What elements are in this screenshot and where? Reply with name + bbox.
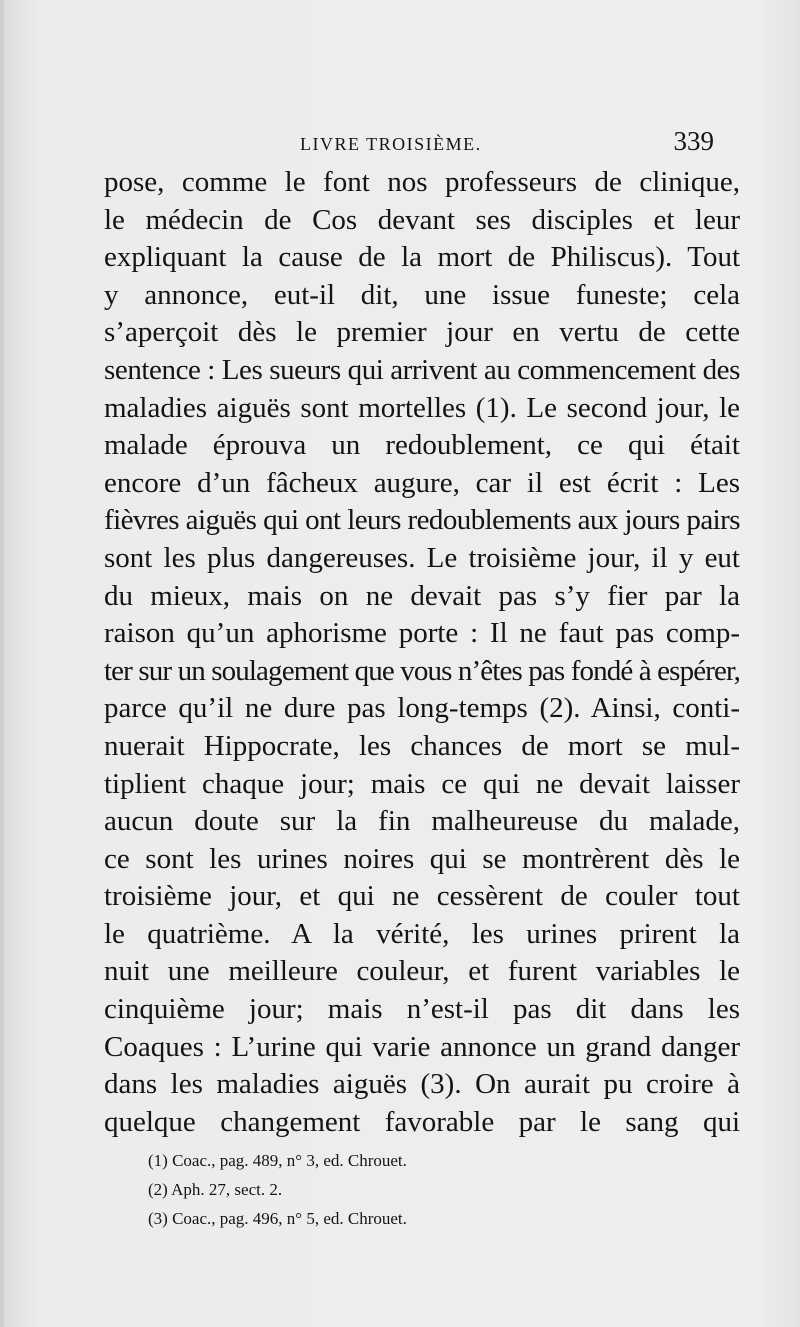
text-line: aucun doute sur la fin malheureuse du malade,: [104, 805, 740, 838]
page-header: [108, 126, 714, 160]
text-line: maladies aiguës sont mortelles (1). Le second jour, le: [104, 391, 740, 424]
running-head: LIVRE TROISIÈME.: [300, 134, 482, 154]
text-line: troisième jour, et qui ne cessèrent de couler tout: [104, 880, 740, 913]
body-text: [104, 164, 740, 1141]
text-line: malade éprouva un redoublement, ce qui était: [104, 429, 740, 462]
text-line: pose, comme le font nos professeurs de clinique,: [104, 166, 740, 198]
text-line: expliquant la cause de la mort de Philiscus). Tout: [104, 241, 740, 274]
text-line: nuerait Hippocrate, les chances de mort se mul-: [104, 729, 740, 762]
text-line: ce sont les urines noires qui se montrèrent dès le: [104, 842, 740, 875]
text-line: fièvres aiguës qui ont leurs redoublements aux jours pairs: [104, 504, 740, 537]
text-line: le médecin de Cos devant ses disciples et leur: [104, 203, 740, 236]
text-line: cinquième jour; mais n’est-il pas dit dans les: [104, 993, 740, 1026]
text-line: Coaques : L’urine qui varie annonce un grand danger: [104, 1030, 740, 1063]
footnote: (1) Coac., pag. 489, n° 3, ed. Chrouet.: [148, 1151, 407, 1170]
text-line: dans les maladies aiguës (3). On aurait pu croire à: [104, 1068, 740, 1101]
text-line: ter sur un soulagement que vous n’êtes pas fondé à espérer,: [104, 654, 740, 687]
footnote: (3) Coac., pag. 496, n° 5, ed. Chrouet.: [148, 1209, 407, 1228]
text-line: s’aperçoit dès le premier jour en vertu de cette: [104, 316, 740, 349]
text-line: y annonce, eut-il dit, une issue funeste; cela: [104, 278, 740, 311]
text-line: encore d’un fâcheux augure, car il est écrit : Les: [104, 466, 740, 499]
text-line: du mieux, mais on ne devait pas s’y fier par la: [104, 579, 740, 612]
text-line: raison qu’un aphorisme porte : Il ne faut pas comp-: [104, 617, 740, 650]
text-line: le quatrième. A la vérité, les urines prirent la: [104, 917, 740, 950]
page-number: 339: [673, 126, 714, 156]
footnote: (2) Aph. 27, sect. 2.: [148, 1180, 283, 1199]
text-line: quelque changement favorable par le sang qui: [104, 1105, 740, 1138]
footnotes: [148, 1146, 548, 1233]
text-line: tiplient chaque jour; mais ce qui ne devait laisser: [104, 767, 740, 800]
text-line: nuit une meilleure couleur, et furent variables le: [104, 955, 740, 988]
text-line: sont les plus dangereuses. Le troisième jour, il y eut: [104, 541, 740, 574]
text-line: parce qu’il ne dure pas long-temps (2). Ainsi, conti-: [104, 692, 740, 725]
text-line: sentence : Les sueurs qui arrivent au commencement des: [104, 353, 740, 386]
